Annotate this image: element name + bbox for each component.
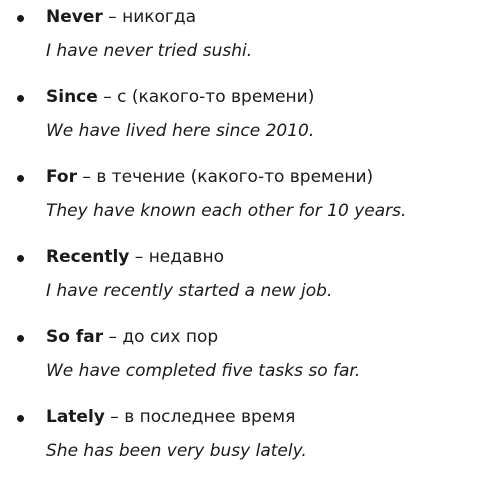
- list-item: [0, 405, 486, 475]
- example-sentence: We have lived here since 2010.: [46, 121, 315, 141]
- dash: –: [82, 167, 91, 187]
- bullet-icon: [17, 15, 24, 22]
- term-line: [46, 6, 196, 28]
- term-line: [46, 86, 314, 108]
- term-line: [46, 326, 218, 348]
- list-item: [0, 165, 486, 235]
- term: Since: [46, 87, 98, 107]
- bullet-icon: [17, 255, 24, 262]
- bullet-icon: [17, 175, 24, 182]
- translation: недавно: [148, 247, 224, 267]
- list-item: [0, 85, 486, 155]
- example-sentence: I have recently started a new job.: [46, 281, 333, 301]
- list-item: [0, 245, 486, 315]
- dash: –: [103, 87, 112, 107]
- example-sentence: I have never tried sushi.: [46, 41, 253, 61]
- dash: –: [134, 247, 144, 267]
- bullet-icon: [17, 335, 24, 342]
- example-sentence: We have completed five tasks so far.: [46, 361, 361, 381]
- list-item: [0, 325, 486, 395]
- term: Recently: [46, 247, 130, 267]
- dash: –: [108, 7, 117, 27]
- term-line: [46, 166, 373, 188]
- dash: –: [108, 327, 117, 347]
- dash: –: [110, 407, 119, 427]
- term-line: [46, 406, 295, 428]
- bullet-icon: [17, 415, 24, 422]
- translation: никогда: [122, 7, 197, 27]
- term: For: [46, 167, 77, 187]
- list-item: [0, 5, 486, 75]
- translation: в течение (какого-то времени): [96, 167, 374, 187]
- term: Never: [46, 7, 103, 27]
- translation: в последнее время: [124, 407, 296, 427]
- term-line: [46, 246, 224, 268]
- term: Lately: [46, 407, 105, 427]
- bullet-icon: [17, 95, 24, 102]
- translation: с (какого-то времени): [117, 87, 315, 107]
- term: So far: [46, 327, 104, 347]
- translation: до сих пор: [122, 327, 219, 347]
- example-sentence: They have known each other for 10 years.: [46, 201, 407, 221]
- example-sentence: She has been very busy lately.: [46, 441, 307, 461]
